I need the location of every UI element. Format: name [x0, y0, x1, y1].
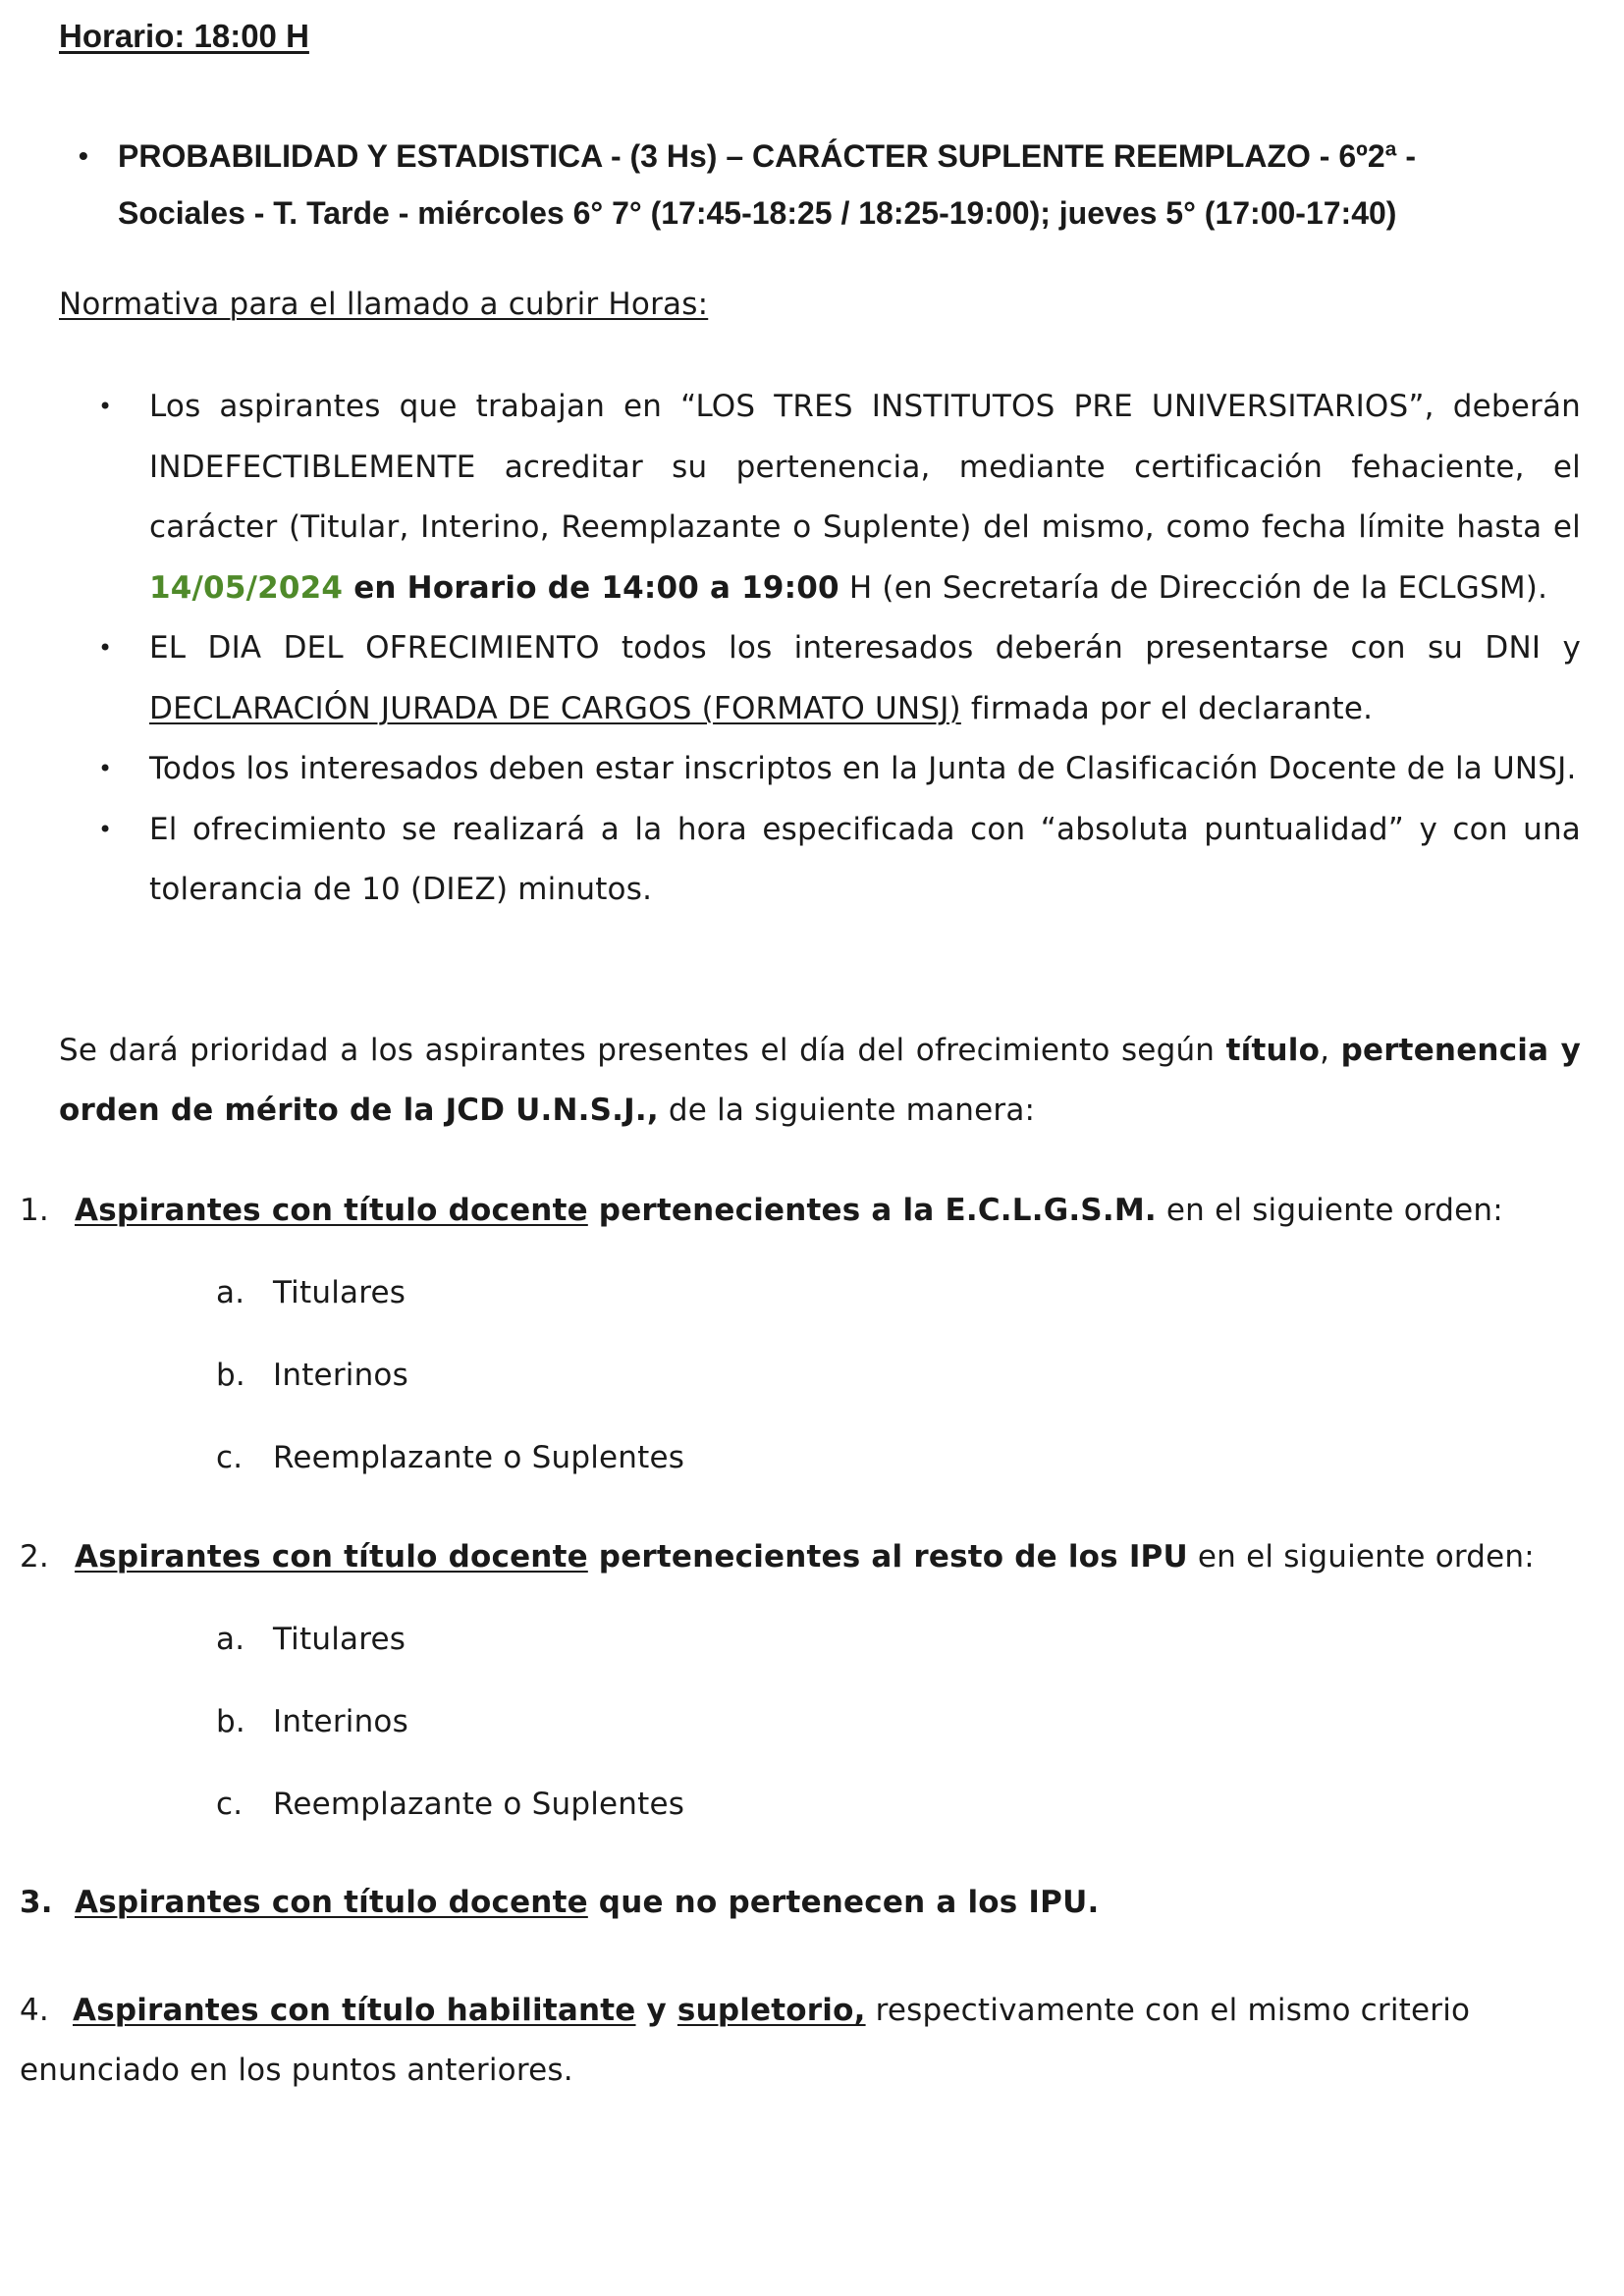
- priority-item-1: 1. Aspirantes con título docente pertenecientes a la E.C.L.G.S.M. en el siguiente orden:: [20, 1193, 1503, 1228]
- priority-paragraph: Se dará prioridad a los aspirantes presentes el día del ofrecimiento según título, pertenencia y orden de mérito de la JCD U.N.S.J., de la siguiente manera:: [59, 1033, 1581, 1128]
- bullet-icon: •: [98, 815, 113, 843]
- bullet-icon: •: [98, 634, 113, 662]
- normativa-title: Normativa para el llamado a cubrir Horas:: [59, 287, 709, 322]
- schedule-heading: Horario: 18:00 H: [59, 18, 309, 54]
- declaracion-jurada-link: DECLARACIÓN JURADA DE CARGOS (FORMATO UNSJ): [149, 690, 961, 726]
- sub-item-interinos: b. Interinos: [216, 1358, 408, 1393]
- normativa-item-4: • El ofrecimiento se realizará a la hora especificada con “absoluta puntualidad” y con una tolerancia de 10 (DIEZ) minutos.: [98, 800, 1581, 921]
- normativa-list: [98, 377, 1581, 921]
- priority-item-4: 4. Aspirantes con título habilitante y supletorio, respectivamente con el mismo criterio enunciado en los puntos anteriores.: [20, 1993, 1471, 2088]
- priority-item-2: 2. Aspirantes con título docente pertenecientes al resto de los IPU en el siguiente orden:: [20, 1539, 1535, 1575]
- sub-item-interinos: b. Interinos: [216, 1704, 408, 1739]
- sub-item-titulares: a. Titulares: [216, 1622, 406, 1657]
- deadline-date: 14/05/2024: [149, 569, 344, 606]
- normativa-item-2: • EL DIA DEL OFRECIMIENTO todos los interesados deberán presentarse con su DNI y DECLARACIÓN JURADA DE CARGOS (FORMATO UNSJ) firmada por el declarante.: [98, 618, 1581, 739]
- bullet-icon: •: [98, 393, 113, 420]
- bullet-icon: •: [79, 140, 88, 171]
- priority-item-3: 3. Aspirantes con título docente que no pertenecen a los IPU.: [20, 1885, 1100, 1920]
- course-line-1: PROBABILIDAD Y ESTADISTICA - (3 Hs) – CARÁCTER SUPLENTE REEMPLAZO - 6º2ª -: [118, 138, 1417, 174]
- course-item: [79, 128, 1532, 241]
- course-line-2: Sociales - T. Tarde - miércoles 6° 7° (17:45-18:25 / 18:25-19:00); jueves 5° (17:00-17:40): [118, 195, 1397, 231]
- normativa-item-1: • Los aspirantes que trabajan en “LOS TRES INSTITUTOS PRE UNIVERSITARIOS”, deberán INDEFECTIBLEMENTE acreditar su pertenencia, mediante certificación fehaciente, el carácter (Titular, Interino, Reemplazante o Suplente) del mismo, como fecha límite hasta el 14/05/2024 en Horario de 14:00 a 19:00 H (en Secretaría de Dirección de la ECLGSM).: [98, 377, 1581, 618]
- normativa-item-3: • Todos los interesados deben estar inscriptos en la Junta de Clasificación Docente de la UNSJ.: [98, 739, 1581, 800]
- sub-item-reemplazante: c. Reemplazante o Suplentes: [216, 1440, 685, 1475]
- sub-item-titulares: a. Titulares: [216, 1275, 406, 1310]
- sub-item-reemplazante: c. Reemplazante o Suplentes: [216, 1787, 685, 1822]
- bullet-icon: •: [98, 755, 113, 782]
